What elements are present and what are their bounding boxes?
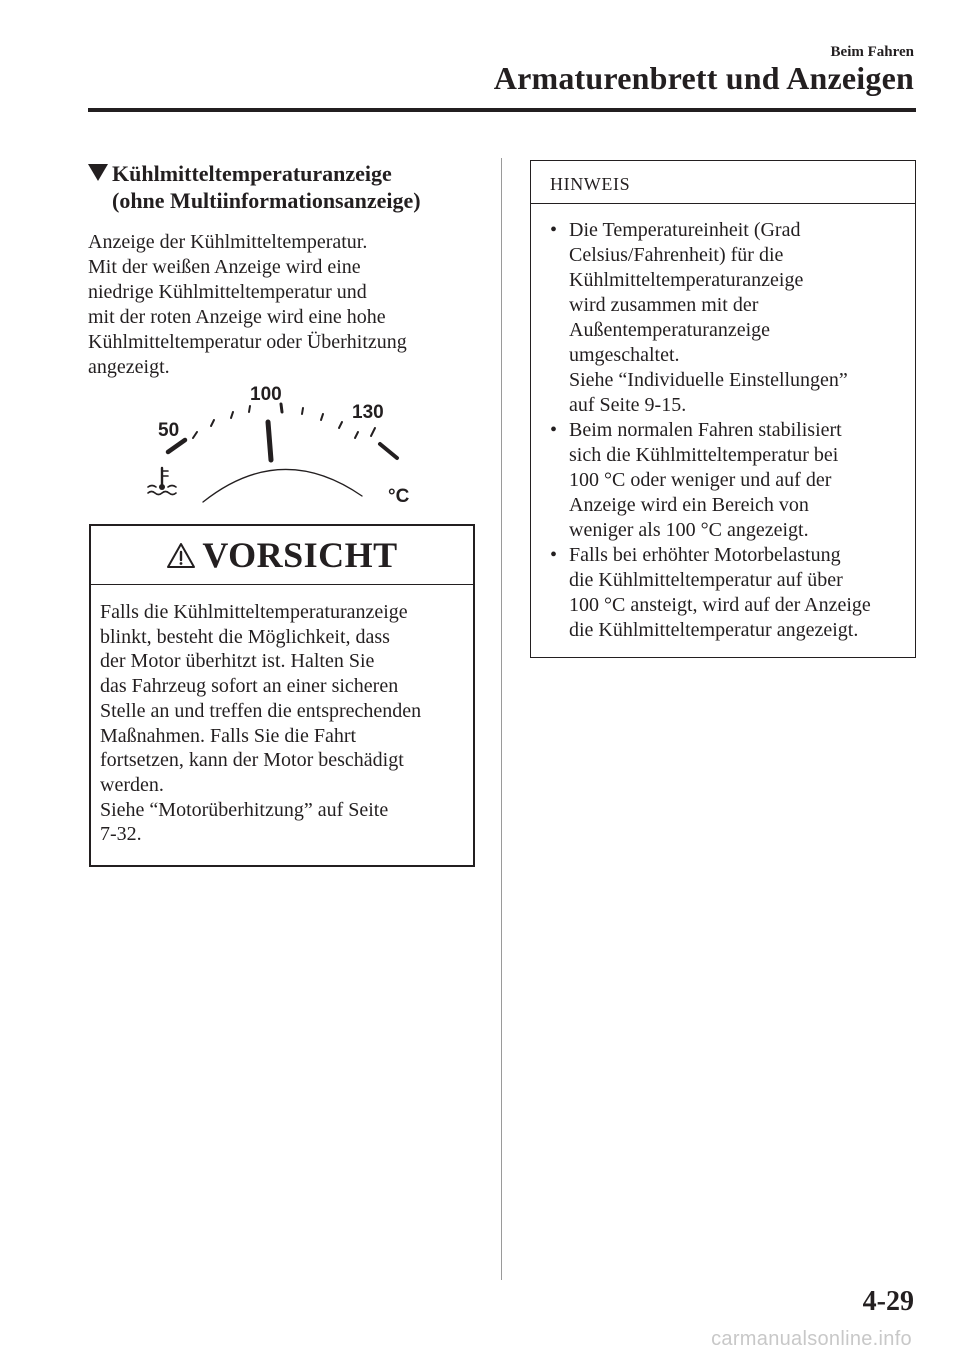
note-line: Siehe “Individuelle Einstellungen” (569, 369, 848, 391)
section-body (88, 230, 478, 380)
bullet-icon: • (550, 219, 558, 241)
caution-box (89, 524, 475, 867)
caution-line: Maßnahmen. Falls Sie die Fahrt (100, 724, 357, 747)
caution-line: fortsetzen, kann der Motor beschädigt (100, 749, 404, 772)
gauge-major-tick (281, 404, 282, 412)
coolant-gauge-illustration (140, 378, 430, 510)
section-heading (88, 160, 478, 214)
caution-line: werden. (100, 773, 164, 796)
gauge-red-tick (371, 428, 375, 436)
note-line: Außentemperaturanzeige (569, 319, 771, 341)
gauge-minor-tick (193, 432, 197, 438)
caution-title: VORSICHT (202, 535, 398, 575)
note-list (531, 204, 915, 643)
note-line: 100 °C oder weniger und auf der (569, 469, 832, 491)
chapter-label: Beim Fahren (830, 44, 914, 60)
note-line: Celsius/Fahrenheit) für die (569, 244, 784, 266)
body-line: Mit der weißen Anzeige wird eine (88, 256, 361, 278)
note-line: Die Temperatureinheit (Grad (569, 219, 801, 241)
section-heading-line: (ohne Multiinformationsanzeige) (112, 188, 421, 213)
gauge-label-max: 130 (352, 402, 384, 423)
gauge-minor-tick (355, 432, 358, 438)
body-line: angezeigt. (88, 356, 170, 378)
note-line: Kühlmitteltemperaturanzeige (569, 269, 804, 291)
caution-line: das Fahrzeug sofort an einer sicheren (100, 675, 399, 698)
note-line: Beim normalen Fahren stabilisiert (569, 419, 842, 441)
note-line: sich die Kühlmitteltemperatur bei (569, 444, 839, 466)
bullet-icon: • (550, 544, 558, 566)
warning-triangle-icon (166, 542, 196, 569)
coolant-temperature-icon (148, 468, 176, 495)
note-line: Anzeige wird ein Bereich von (569, 494, 809, 516)
caution-line: Falls die Kühlmitteltemperaturanzeige (100, 601, 408, 623)
section-heading-line: Kühlmitteltemperaturanzeige (112, 161, 392, 186)
gauge-label-min: 50 (158, 420, 180, 441)
gauge-major-tick (168, 440, 185, 452)
note-line: Falls bei erhöhter Motorbelastung (569, 544, 841, 566)
note-line: weniger als 100 °C angezeigt. (569, 519, 809, 541)
gauge-label-mid: 100 (250, 384, 282, 405)
body-line: mit der roten Anzeige wird eine hohe (88, 306, 386, 328)
note-item (531, 543, 915, 643)
gauge-minor-tick (302, 408, 303, 414)
gauge-needle (268, 422, 271, 460)
note-line: die Kühlmitteltemperatur angezeigt. (569, 619, 859, 641)
gauge-unit-label: °C (388, 486, 410, 507)
note-line: auf Seite 9-15. (569, 394, 687, 416)
coolant-section (88, 160, 478, 380)
page-title: Armaturenbrett und Anzeigen (493, 60, 914, 96)
header-rule (88, 108, 916, 112)
note-item (531, 218, 915, 418)
note-line: die Kühlmitteltemperatur auf über (569, 569, 843, 591)
note-item (531, 418, 915, 543)
note-line: wird zusammen mit der (569, 294, 759, 316)
gauge-minor-tick (211, 420, 214, 426)
caution-line: blinkt, besteht die Möglichkeit, dass (100, 625, 390, 648)
column-divider (501, 158, 502, 1280)
caution-text (91, 585, 473, 847)
gauge-minor-tick (231, 412, 233, 418)
body-line: niedrige Kühlmitteltemperatur und (88, 281, 367, 303)
caution-line: Siehe “Motorüberhitzung” auf Seite (100, 798, 389, 821)
bullet-icon: • (550, 419, 558, 441)
body-line: Kühlmitteltemperatur oder Überhitzung (88, 331, 407, 353)
note-box (530, 160, 916, 658)
body-line: Anzeige der Kühlmitteltemperatur. (88, 231, 368, 253)
gauge-red-major-tick (380, 444, 397, 458)
watermark: carmanualsonline.info (711, 1328, 912, 1350)
note-title: HINWEIS (531, 161, 915, 204)
gauge-minor-tick (339, 422, 342, 428)
caution-line: Stelle an und treffen die entsprechenden (100, 699, 422, 722)
section-marker-icon (88, 164, 108, 182)
note-line: 100 °C ansteigt, wird auf der Anzeige (569, 594, 871, 616)
caution-line: 7-32. (100, 823, 142, 846)
caution-header (91, 526, 473, 585)
gauge-minor-tick (249, 406, 250, 412)
gauge-minor-tick (321, 414, 323, 420)
note-line: umgeschaltet. (569, 344, 680, 366)
gauge-arc (203, 469, 362, 502)
caution-line: der Motor überhitzt ist. Halten Sie (100, 650, 375, 673)
page-number: 4-29 (862, 1286, 914, 1317)
